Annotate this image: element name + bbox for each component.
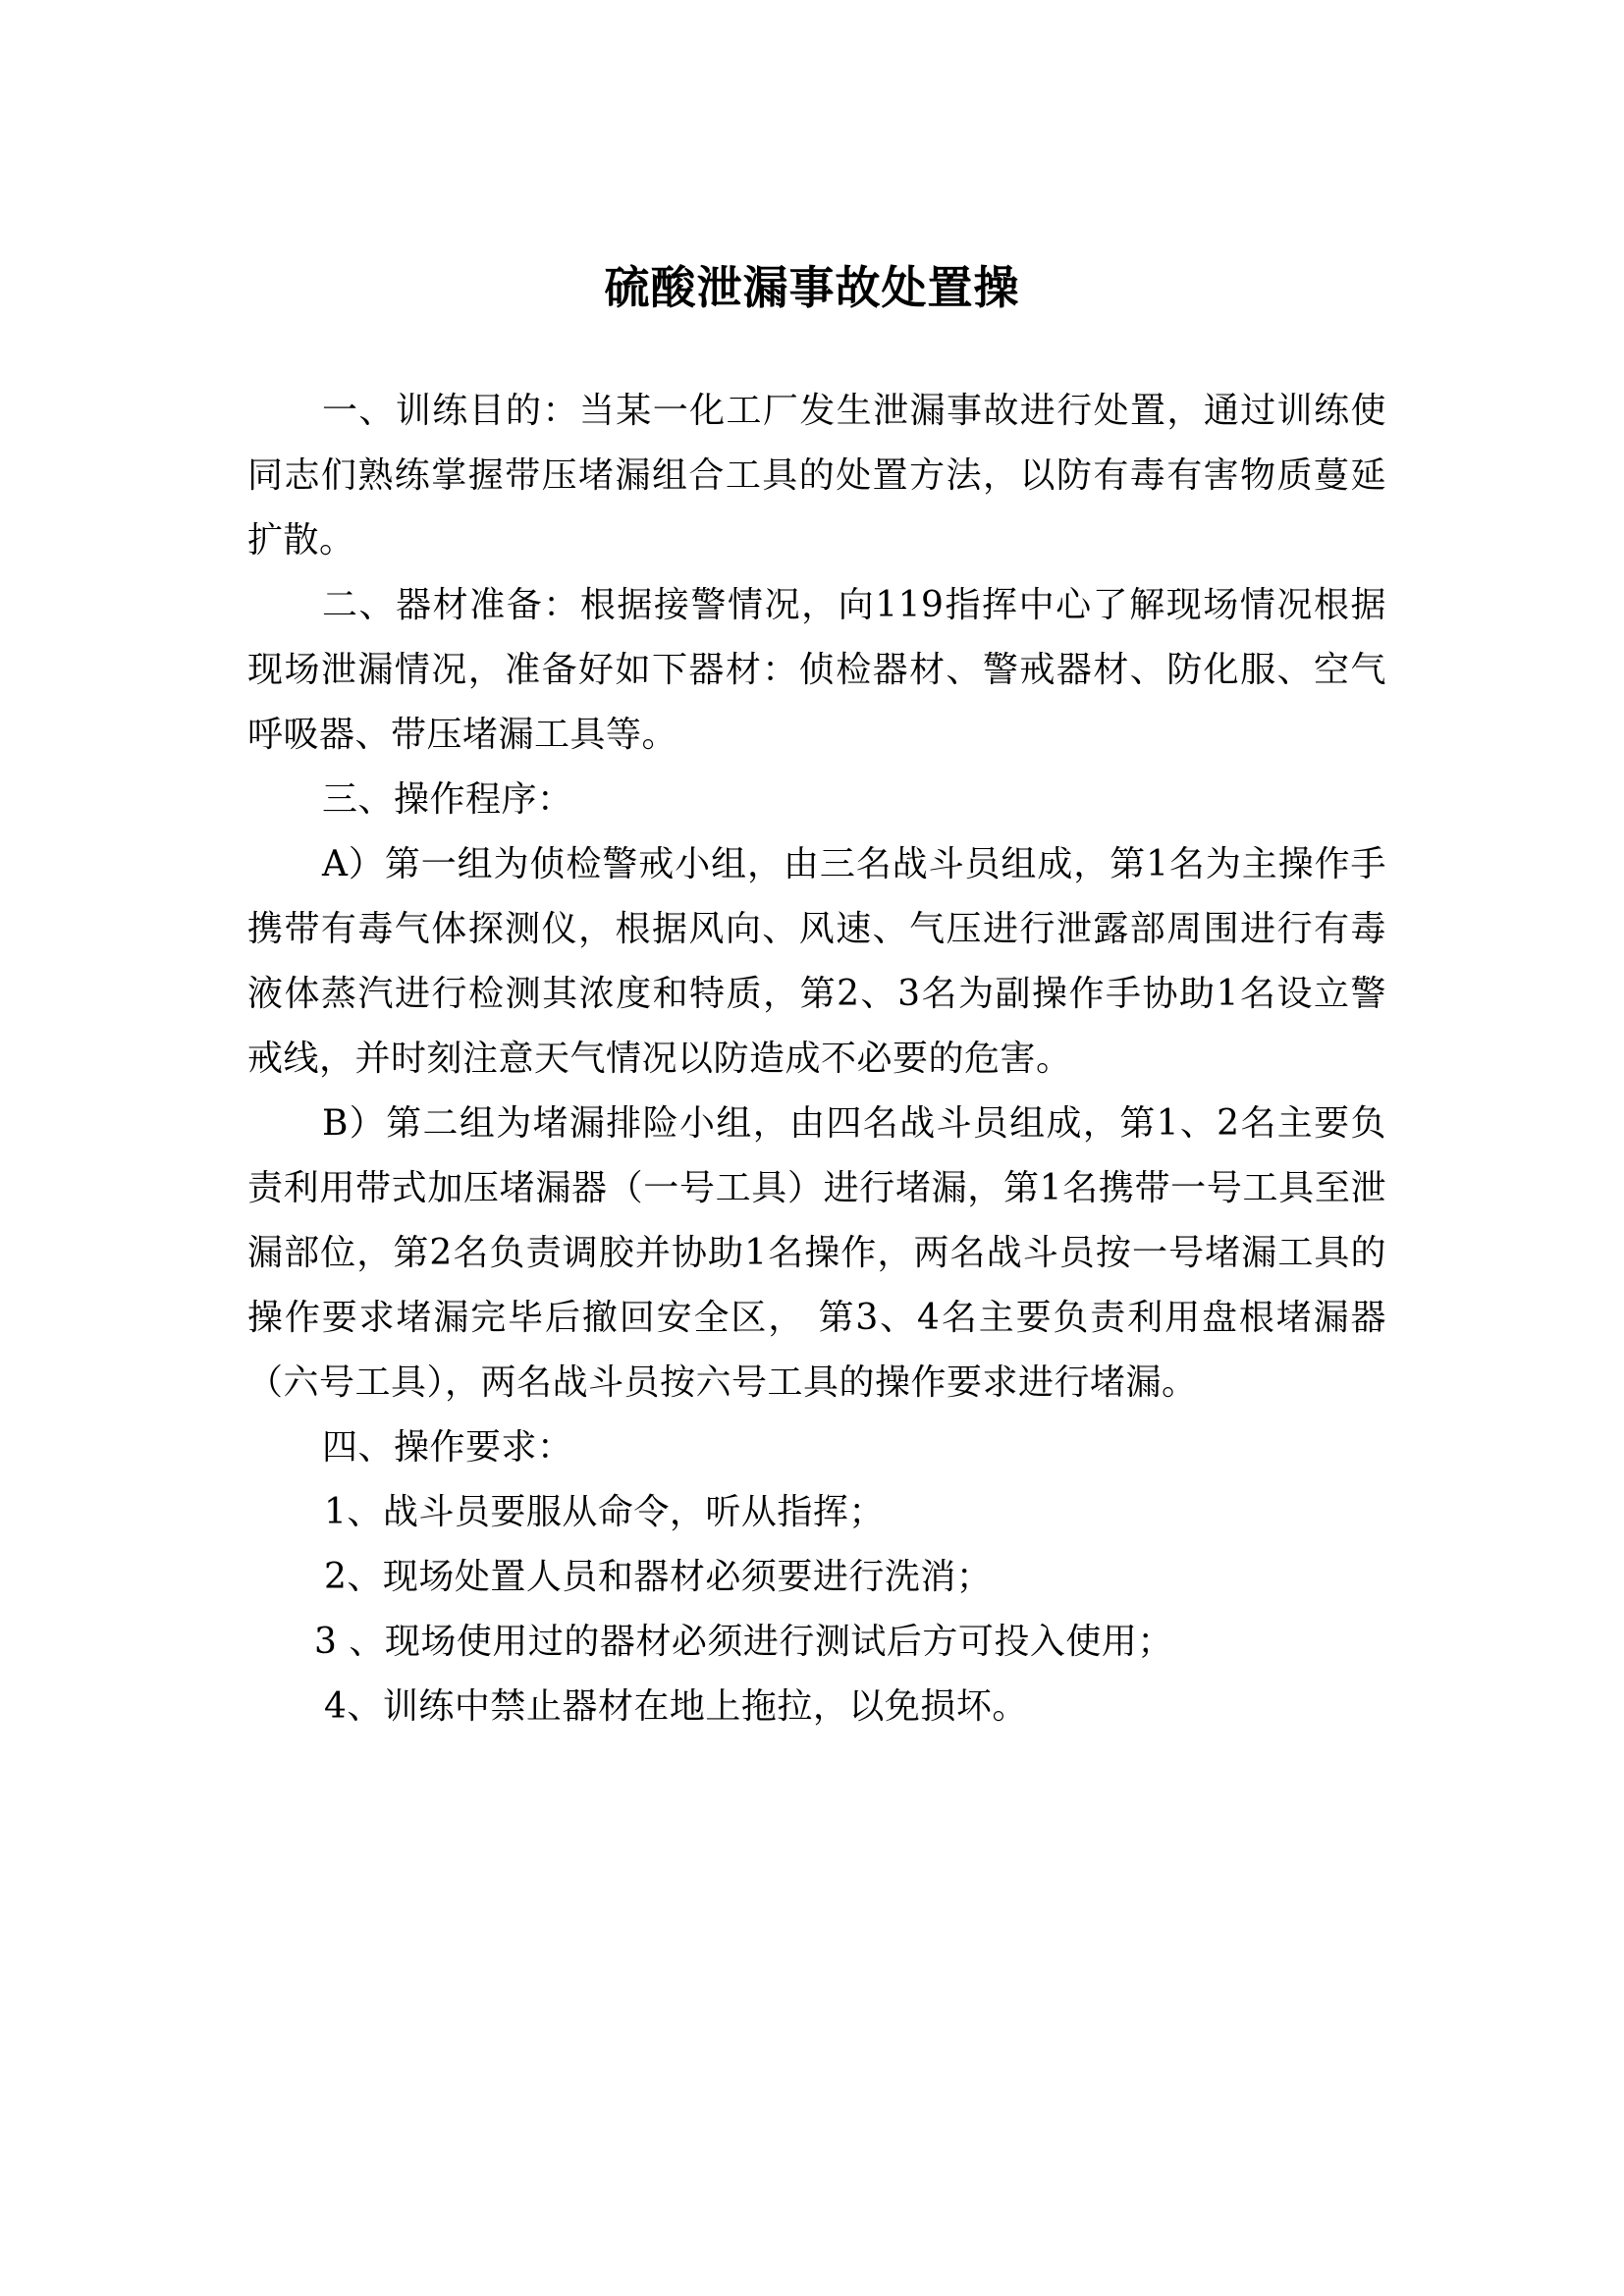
section-requirements-heading: 四、操作要求：: [322, 1427, 573, 1468]
document-body: [247, 379, 1386, 1739]
requirement-item-3: 3 、现场使用过的器材必须进行测试后方可投入使用；: [314, 1622, 1173, 1662]
document-title: 硫酸泄漏事故处置操: [604, 260, 1020, 314]
requirement-item-4: 4、训练中禁止器材在地上拖拉，以免损坏。: [324, 1686, 1028, 1727]
requirement-item-2: 2、现场处置人员和器材必须要进行洗消；: [324, 1557, 993, 1597]
section-procedure-heading: 三、操作程序：: [322, 779, 573, 820]
section-equipment-preparation: 二、器材准备：根据接警情况，向119指挥中心了解现场情况根据现场泄漏情况，准备好如下器材：侦检器材、警戒器材、防化服、空气呼吸器、带压堵漏工具等。: [247, 585, 1386, 755]
requirement-item-1: 1、战斗员要服从命令，听从指挥；: [324, 1492, 885, 1532]
requirements-list: [247, 1480, 1386, 1739]
section-procedure-group-b: B）第二组为堵漏排险小组，由四名战斗员组成，第1、2名主要负责利用带式加压堵漏器（一号工具）进行堵漏，第1名携带一号工具至泄漏部位，第2名负责调胶并协助1名操作，两名战斗员按一号堵漏工具的操作要求堵漏完毕后撤回安全区， 第3、4名主要负责利用盘根堵漏器（六号工具），两名战斗员按六号工具的操作要求进行堵漏。: [247, 1103, 1386, 1403]
section-procedure-group-a: A）第一组为侦检警戒小组，由三名战斗员组成，第1名为主操作手携带有毒气体探测仪，根据风向、风速、气压进行泄露部周围进行有毒液体蒸汽进行检测其浓度和特质，第2、3名为副操作手协助1名设立警戒线，并时刻注意天气情况以防造成不必要的危害。: [247, 844, 1386, 1079]
section-training-purpose: 一、训练目的：当某一化工厂发生泄漏事故进行处置，通过训练使同志们熟练掌握带压堵漏组合工具的处置方法，以防有毒有害物质蔓延扩散。: [247, 391, 1386, 561]
